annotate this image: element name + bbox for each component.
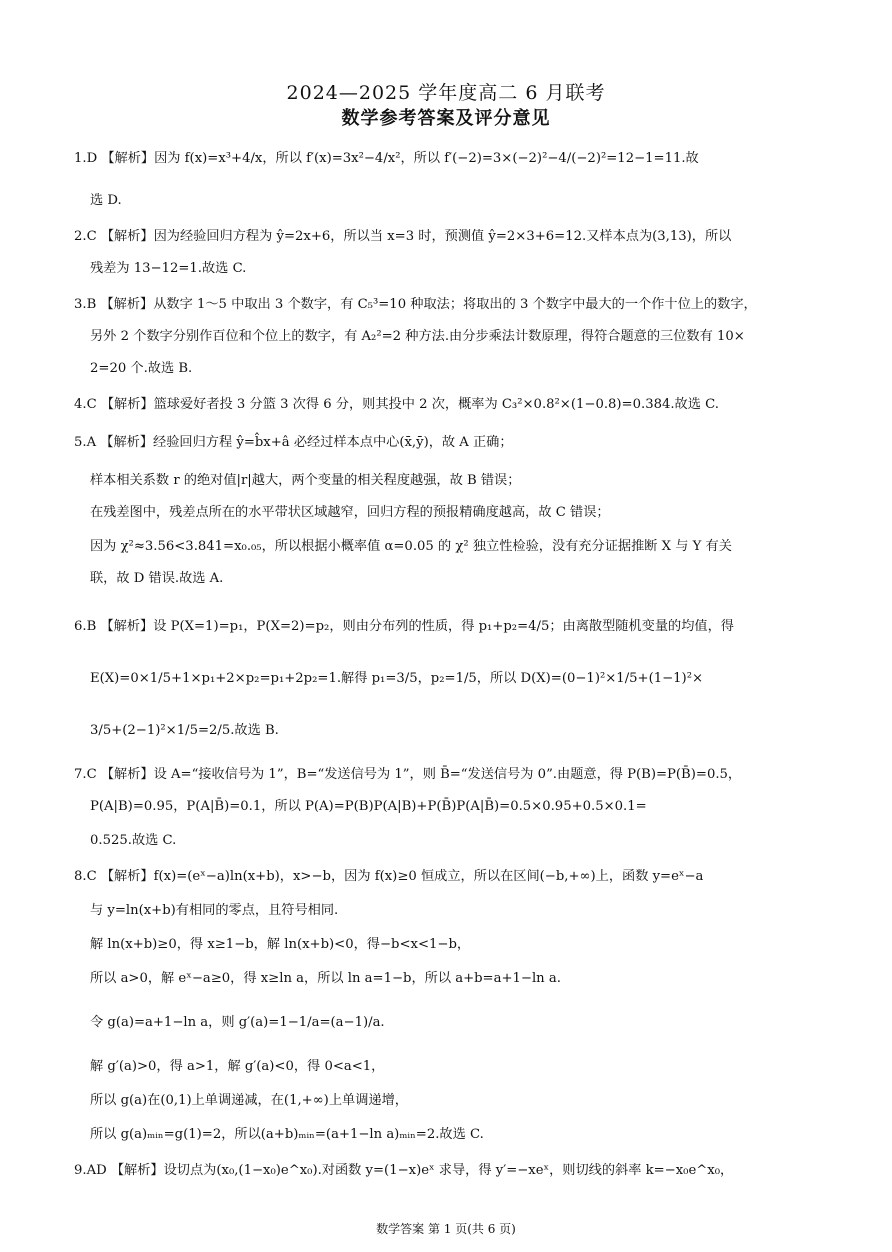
answer-line: 因为 χ²≈3.56<3.841=x₀.₀₅，所以根据小概率值 α=0.05 的 χ² 独立性检验，没有充分证据推断 X 与 Y 有关 [90,539,732,554]
answer-line: 残差为 13−12=1.故选 C. [90,261,247,276]
page-subtitle: 数学参考答案及评分意见 [341,108,551,129]
page-title: 2024—2025 学年度高二 6 月联考 [286,82,606,104]
answer-line: 所以 g(a)在(0,1)上单调递减，在(1,+∞)上单调递增， [90,1093,408,1108]
page-footer: 数学答案 第 1 页(共 6 页) [376,1222,516,1236]
answer-line: 8.C 【解析】f(x)=(eˣ−a)ln(x+b)，x>−b，因为 f(x)≥0 恒成立，所以在区间(−b,+∞)上，函数 y=eˣ−a [74,869,704,884]
answer-line: E(X)=0×1/5+1×p₁+2×p₂=p₁+2p₂=1.解得 p₁=3/5，p₂=1/5，所以 D(X)=(0−1)²×1/5+(1−1)²× [90,671,704,686]
answer-line: 7.C 【解析】设 A=“接收信号为 1”，B=“发送信号为 1”，则 B̄=“发送信号为 0”.由题意，得 P(B)=P(B̄)=0.5， [74,767,742,782]
answer-line: 在残差图中，残差点所在的水平带状区域越窄，回归方程的预报精确度越高，故 C 错误； [90,505,610,520]
answer-line: 1.D 【解析】因为 f(x)=x³+4/x，所以 f′(x)=3x²−4/x²，所以 f′(−2)=3×(−2)²−4/(−2)²=12−1=11.故 [74,151,699,166]
answer-line: 解 ln(x+b)≥0，得 x≥1−b，解 ln(x+b)<0，得−b<x<1−b， [90,937,471,952]
answer-line: 与 y=ln(x+b)有相同的零点，且符号相同. [90,903,339,918]
answer-line: 2=20 个.故选 B. [90,361,193,376]
answer-line: 4.C 【解析】篮球爱好者投 3 分篮 3 次得 6 分，则其投中 2 次，概率为 C₃²×0.8²×(1−0.8)=0.384.故选 C. [74,397,719,412]
answer-line: 另外 2 个数字分别作百位和个位上的数字，有 A₂²=2 种方法.由分步乘法计数原理，得符合题意的三位数有 10× [90,329,745,344]
answer-line: 联，故 D 错误.故选 A. [90,571,224,586]
answer-line: 样本相关系数 r 的绝对值|r|越大，两个变量的相关程度越强，故 B 错误； [90,473,521,488]
answer-line: 所以 g(a)ₘᵢₙ=g(1)=2，所以(a+b)ₘᵢₙ=(a+1−ln a)ₘᵢₙ=2.故选 C. [90,1127,484,1142]
answer-line: 5.A 【解析】经验回归方程 ŷ=b̂x+â 必经过样本点中心(x̄,ȳ)，故 A 正确； [74,435,513,450]
answer-line: P(A|B)=0.95，P(A|B̄)=0.1，所以 P(A)=P(B)P(A|B)+P(B̄)P(A|B̄)=0.5×0.95+0.5×0.1= [90,799,647,814]
answer-line: 0.525.故选 C. [90,833,177,848]
answer-line: 解 g′(a)>0，得 a>1，解 g′(a)<0，得 0<a<1， [90,1059,385,1074]
answer-line: 3.B 【解析】从数字 1～5 中取出 3 个数字，有 C₅³=10 种取法；将取出的 3 个数字中最大的一个作十位上的数字， [74,297,757,312]
answer-line: 6.B 【解析】设 P(X=1)=p₁，P(X=2)=p₂，则由分布列的性质，得 p₁+p₂=4/5；由离散型随机变量的均值，得 [74,619,734,634]
answer-line: 所以 a>0，解 eˣ−a≥0，得 x≥ln a，所以 ln a=1−b，所以 a+b=a+1−ln a. [90,971,561,986]
answer-line: 3/5+(2−1)²×1/5=2/5.故选 B. [90,723,279,738]
answer-line: 令 g(a)=a+1−ln a，则 g′(a)=1−1/a=(a−1)/a. [90,1015,385,1030]
answer-line: 9.AD 【解析】设切点为(x₀,(1−x₀)e^x₀).对函数 y=(1−x)eˣ 求导，得 y′=−xeˣ，则切线的斜率 k=−x₀e^x₀， [74,1163,734,1178]
answer-line: 2.C 【解析】因为经验回归方程为 ŷ=2x+6，所以当 x=3 时，预测值 ŷ=2×3+6=12.又样本点为(3,13)，所以 [74,229,732,244]
answer-line: 选 D. [90,193,122,208]
